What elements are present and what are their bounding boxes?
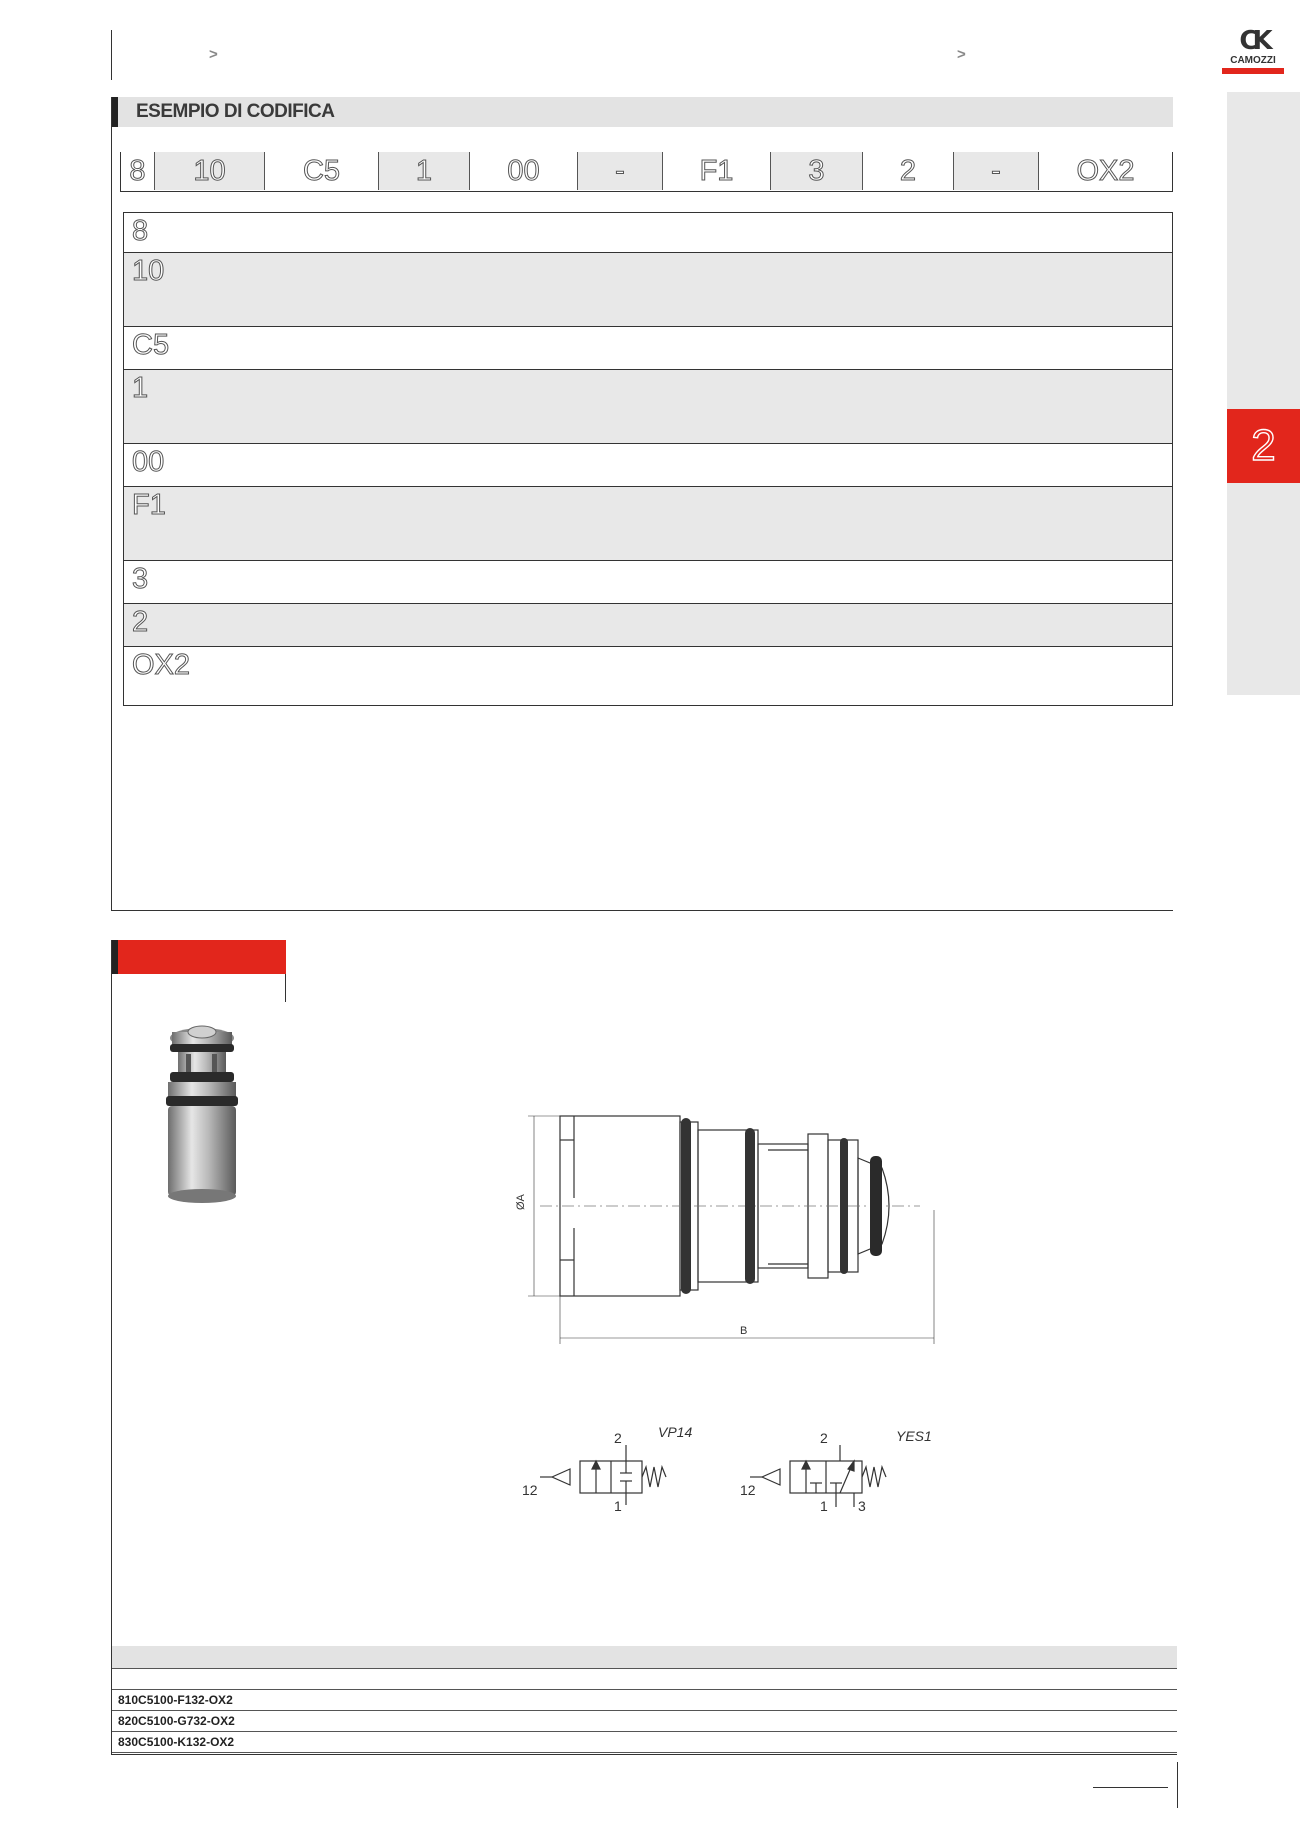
legend-row <box>124 647 1172 705</box>
legend-row <box>124 327 1172 370</box>
legend-row <box>124 604 1172 647</box>
dim-a-label: ØA <box>515 1194 527 1210</box>
legend-code: 1 <box>132 372 149 404</box>
legend-code: 2 <box>132 606 149 638</box>
coding-section-title: ESEMPIO DI CODIFICA <box>136 101 335 122</box>
bottom-frame <box>111 1754 1177 1755</box>
header-accent <box>112 97 118 127</box>
left-frame-main <box>111 97 112 910</box>
left-frame-lower <box>111 940 112 1754</box>
legend-row <box>124 487 1172 561</box>
footer-vline <box>1177 1762 1178 1808</box>
legend-row <box>124 370 1172 444</box>
product-table-header <box>112 1646 1177 1668</box>
logo-name: CAMOZZI <box>1230 55 1276 66</box>
code-example-strip <box>120 152 1173 192</box>
legend-code: 00 <box>132 446 165 478</box>
code-cell: 2 <box>863 152 954 190</box>
legend-code: 10 <box>132 255 165 287</box>
coding-section-header <box>112 97 1173 127</box>
yes1-port-1: 1 <box>820 1498 828 1514</box>
legend-row <box>124 444 1172 487</box>
dim-b-label: B <box>740 1325 748 1337</box>
logo-mark: CK <box>1239 26 1267 56</box>
camozzi-logo <box>1222 28 1284 74</box>
table-header-line <box>112 1668 1177 1669</box>
legend-code: F1 <box>132 489 166 521</box>
section-divider <box>111 910 1173 911</box>
legend-row <box>124 253 1172 327</box>
code-cell: 00 <box>470 152 578 190</box>
chapter-number-tab[interactable]: 2 <box>1227 409 1300 483</box>
dimension-drawing <box>500 1100 960 1350</box>
code-cell: - <box>954 152 1039 190</box>
legend-code: OX2 <box>132 649 191 681</box>
code-cell: 1 <box>379 152 470 190</box>
code-cell: C5 <box>265 152 379 190</box>
product-code: 820C5100-G732-OX2 <box>118 1714 235 1728</box>
legend-code: 3 <box>132 563 149 595</box>
table-row <box>112 1711 1177 1732</box>
code-legend-table <box>123 212 1173 706</box>
pneumatic-symbols <box>510 1415 950 1515</box>
tab-accent <box>112 940 118 974</box>
code-cell: 10 <box>155 152 265 190</box>
breadcrumb-separator: > <box>209 46 218 63</box>
legend-code: C5 <box>132 329 170 361</box>
vp14-port-2: 2 <box>614 1430 622 1446</box>
vp14-label: VP14 <box>658 1424 693 1440</box>
product-section-tab <box>112 940 286 974</box>
chapter-sidetab <box>1227 92 1300 695</box>
code-cell: 3 <box>771 152 863 190</box>
left-frame-top <box>111 30 112 80</box>
footer-line <box>1093 1787 1168 1788</box>
yes1-pilot-12: 12 <box>740 1482 756 1498</box>
code-cell: F1 <box>663 152 771 190</box>
product-code: 830C5100-K132-OX2 <box>118 1735 235 1749</box>
legend-code: 8 <box>132 215 149 247</box>
table-row <box>112 1690 1177 1711</box>
legend-row <box>124 213 1172 253</box>
tab-divider <box>285 974 286 1002</box>
vp14-port-1: 1 <box>614 1498 622 1514</box>
code-cell: - <box>578 152 663 190</box>
yes1-port-3: 3 <box>858 1498 866 1514</box>
cartridge-valve-photo <box>150 1010 260 1210</box>
breadcrumb-separator: > <box>957 46 966 63</box>
code-cell: OX2 <box>1076 154 1135 187</box>
legend-row <box>124 561 1172 604</box>
vp14-pilot-12: 12 <box>522 1482 538 1498</box>
yes1-port-2: 2 <box>820 1430 828 1446</box>
table-row <box>112 1732 1177 1753</box>
code-cell: 8 <box>121 152 155 190</box>
product-code: 810C5100-F132-OX2 <box>118 1693 233 1707</box>
yes1-label: YES1 <box>896 1428 932 1444</box>
logo-bar <box>1222 68 1284 74</box>
